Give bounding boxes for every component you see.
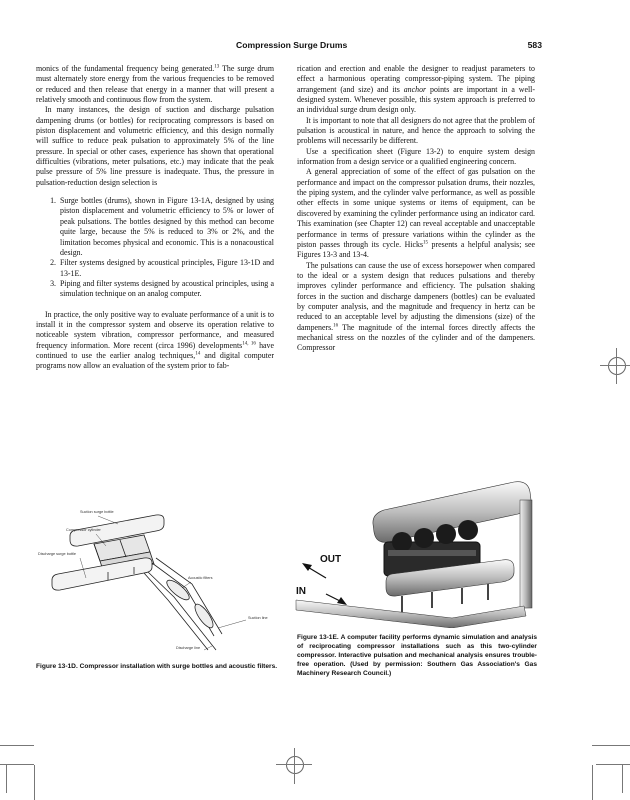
paragraph: A general appreciation of some of the effect of gas pulsation on the performance and impact on the compressor pulsation drums, their nozzles, the piping system, and the cylinder valve performance, as well as possible other effects in some unique systems or items of equipment, can be discovered by examining the cylinder performance using an indicator card. This examination (see Chapter 12) can reveal acceptable and unacceptable performance in terms of pressure variations within the cylinder as the piston passes through its cycle. Hicks$^{15}$ presents a helpful analysis; see Figures 13-3 and 13-4.: [297, 167, 535, 260]
registration-mark: [286, 756, 304, 774]
list-item: 3. Piping and filter systems designed by acoustical principles, using a simulation technique on an analog computer.: [58, 279, 274, 300]
crop-mark: [0, 745, 34, 746]
paragraph: In many instances, the design of suction and discharge pulsation dampening drums (or bottles) for reciprocating compressors is based on piston displacement and volumetric efficiency, and this design normally will suffice to reduce peak pulsation to approximately 5% of the line pressure. In special or other cases, experience has shown that operational difficulties (vibrations, meter pulsations, etc.) may indicate that the peak pulse pressure of 5% line pressure is inadequate. Thus, the pressure in pulsation-reduction design selection is: [36, 105, 274, 187]
chapter-title: Compression Surge Drums: [236, 40, 348, 50]
numbered-list: [36, 196, 274, 299]
compressor-facility-image: [292, 470, 548, 628]
paragraph: Use a specification sheet (Figure 13-2) to enquire system design information from a design service or a qualified engineering concern.: [297, 146, 535, 167]
list-item: 2. Filter systems designed by acoustical principles, Figure 13-1D and 13-1E.: [58, 258, 274, 279]
in-label: IN: [296, 586, 306, 597]
paragraph: The pulsations can cause the use of excess horsepower when compared to the ideal or a system design that reduces pulsations and thereby improves cylinder performance and efficiency. The pulsation shaking forces in the suction and discharge dampeners (bottles) can be evaluated by computer analysis, and the magnitude and frequency in hertz can be reduced to an acceptable level by adjusting the dimensions (size) of the dampeners.$^{16}$ The magnitude of the internal forces directly affects the mechanical stress on the nozzles of the cylinder and of the dampeners. Compressor: [297, 260, 535, 353]
text-column-left: [36, 64, 274, 372]
paragraph: In practice, the only positive way to evaluate performance of a unit is to install it in the compressor system and observe its operation relative to noticeable system vibration, compressor performance, and measured frequency information. More recent (circa 1996) developments$^{14, 16}$ have continued to use the earlier analog techniques,$^{14}$ and digital computer programs now allow an evaluation of the system prior to fab-: [36, 309, 274, 371]
compressor-installation-diagram: [36, 500, 288, 658]
registration-mark: [608, 357, 626, 375]
crop-mark: [592, 745, 630, 746]
figure-13-1d-drawing: [36, 500, 288, 658]
label-discharge-line: Discharge line: [176, 646, 201, 650]
crop-mark: [6, 765, 7, 793]
crop-mark: [622, 765, 623, 793]
paragraph: rication and erection and enable the designer to readjust parameters to effect a harmonious operating compressor-piping system. The piping arrangement (and size) and its anchor points are important in a well-designed system. Whenever possible, this system approach is preferred to an individual surge drum design only.: [297, 64, 535, 115]
crop-mark: [600, 365, 630, 366]
list-item: 1. Surge bottles (drums), shown in Figure 13-1A, designed by using piston displacement and volumetric efficiency to 5% or lower of peak pulsations. The bottles designed by this method can become quite large, because the 5% is reduced to 3% or 2%, and the limitation becomes physical and economic. This is a nonacoustical design.: [58, 196, 274, 258]
label-compressor-cylinder: Compressor cylinder: [66, 528, 101, 532]
crop-mark: [616, 348, 617, 384]
reference-mark: 15: [423, 240, 429, 246]
figure-13-1d-caption: Figure 13-1D. Compressor installation with surge bottles and acoustic filters.: [36, 663, 278, 670]
label-acoustic-filters: Acoustic filters: [188, 576, 213, 580]
crop-mark: [294, 748, 295, 784]
paragraph: monics of the fundamental frequency being generated.$^{13}$ The surge drum must alternately store energy from the various frequencies to be removed or reduced and then release that energy in a manner that will present a relatively smooth and continuous flow from the system.: [36, 64, 274, 105]
figure-13-1e-caption: Figure 13-1E. A computer facility performs dynamic simulation and analysis of reciprocating compressor installations such as this two-cylinder compressor. Interactive pulsation and mechanical analysis ensures trouble-free operation. (Used by permission: Southern Gas Association's Gas Machinery Research Council.): [297, 634, 537, 678]
reference-mark: 16: [333, 322, 339, 328]
crop-mark: [34, 765, 35, 800]
crop-mark: [592, 765, 593, 800]
label-suction-line: Suction line: [248, 616, 268, 620]
figure-13-1e-illustration: [292, 470, 548, 628]
page-number: 583: [527, 40, 542, 50]
crop-mark: [596, 764, 630, 765]
reference-mark: 14: [195, 351, 201, 357]
running-header: [36, 40, 542, 54]
text-column-right: [297, 64, 535, 354]
paragraph: It is important to note that all designers do not agree that the problem of pulsation is acoustical in nature, and hence the approach to solving the problems will necessarily be different.: [297, 115, 535, 146]
label-discharge-surge-bottle: Discharge surge bottle: [38, 552, 76, 556]
reference-mark: 13: [214, 64, 220, 70]
reference-mark: 14, 16: [242, 340, 256, 346]
emphasis: anchor: [403, 84, 427, 94]
out-label: OUT: [320, 554, 342, 565]
label-suction-surge-bottle: Suction surge bottle: [80, 510, 114, 514]
